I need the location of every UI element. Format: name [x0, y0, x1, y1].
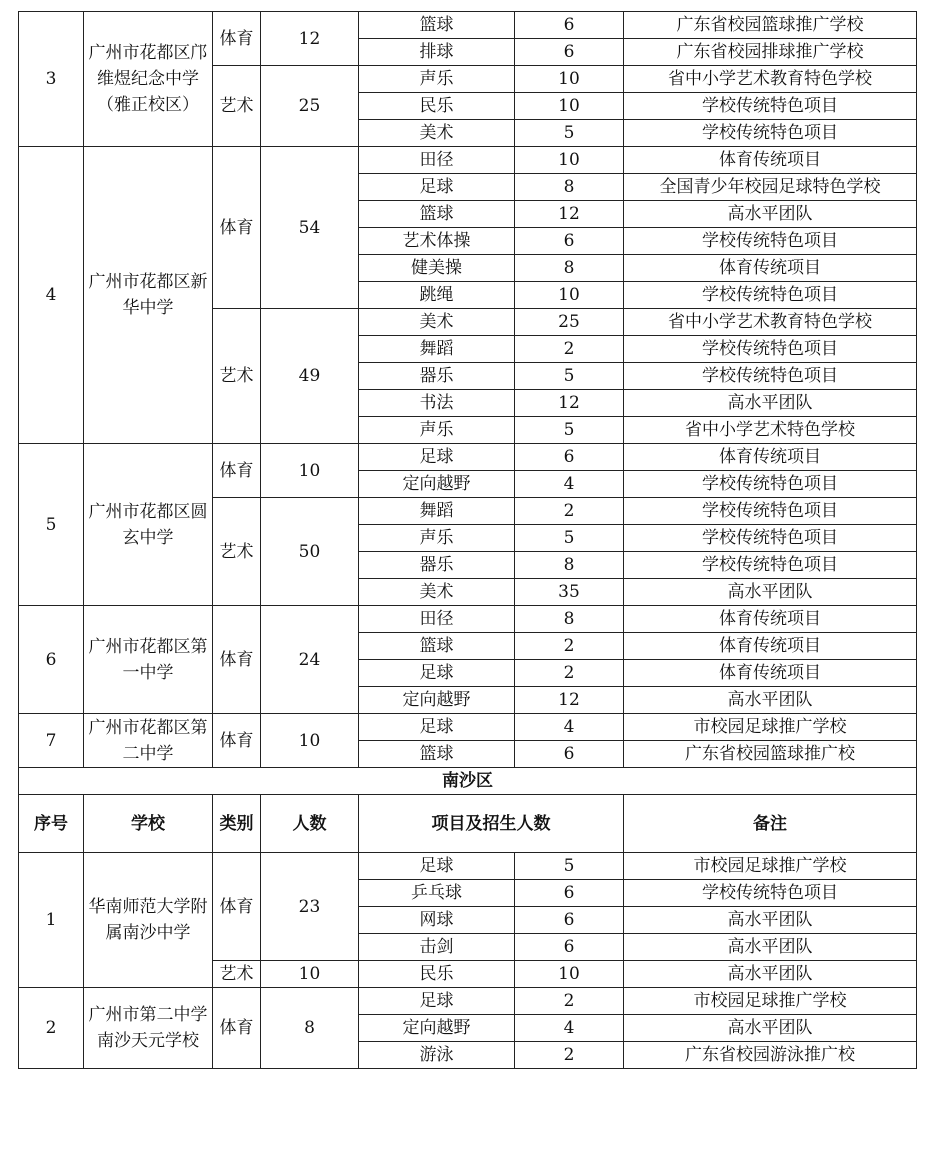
item-name: 足球: [359, 714, 515, 741]
school-seq: 2: [19, 988, 84, 1069]
category-total: 54: [261, 147, 359, 309]
school-name: 广州市花都区圆玄中学: [84, 444, 213, 606]
item-note: 市校园足球推广学校: [624, 714, 917, 741]
item-count: 10: [515, 147, 624, 174]
item-count: 25: [515, 309, 624, 336]
item-count: 10: [515, 66, 624, 93]
item-name: 网球: [359, 907, 515, 934]
item-name: 足球: [359, 853, 515, 880]
item-name: 篮球: [359, 201, 515, 228]
table-row: [19, 12, 917, 39]
district-row: [19, 768, 917, 795]
item-count: 8: [515, 255, 624, 282]
huadu-section: [19, 12, 917, 768]
item-count: 5: [515, 120, 624, 147]
item-count: 10: [515, 961, 624, 988]
header-seq: 序号: [19, 795, 84, 853]
item-count: 10: [515, 93, 624, 120]
item-name: 健美操: [359, 255, 515, 282]
item-count: 2: [515, 660, 624, 687]
item-note: 学校传统特色项目: [624, 471, 917, 498]
school-name: 广州市花都区第二中学: [84, 714, 213, 768]
item-note: 高水平团队: [624, 961, 917, 988]
item-count: 2: [515, 336, 624, 363]
item-name: 篮球: [359, 12, 515, 39]
item-count: 8: [515, 606, 624, 633]
item-note: 学校传统特色项目: [624, 525, 917, 552]
item-note: 学校传统特色项目: [624, 363, 917, 390]
item-note: 体育传统项目: [624, 255, 917, 282]
item-count: 2: [515, 633, 624, 660]
item-name: 民乐: [359, 93, 515, 120]
item-note: 省中小学艺术教育特色学校: [624, 66, 917, 93]
category: 体育: [213, 988, 261, 1069]
item-name: 乒乓球: [359, 880, 515, 907]
item-name: 声乐: [359, 66, 515, 93]
school-seq: 5: [19, 444, 84, 606]
item-note: 学校传统特色项目: [624, 880, 917, 907]
item-note: 学校传统特色项目: [624, 228, 917, 255]
header-notes: 备注: [624, 795, 917, 853]
item-count: 10: [515, 282, 624, 309]
item-note: 体育传统项目: [624, 444, 917, 471]
category-total: 10: [261, 714, 359, 768]
category: 体育: [213, 444, 261, 498]
item-name: 足球: [359, 174, 515, 201]
item-count: 2: [515, 498, 624, 525]
table-row: [19, 147, 917, 174]
category: 体育: [213, 12, 261, 66]
item-count: 2: [515, 1042, 624, 1069]
category-total: 50: [261, 498, 359, 606]
item-count: 6: [515, 228, 624, 255]
school-name: 广州市花都区新华中学: [84, 147, 213, 444]
item-note: 学校传统特色项目: [624, 93, 917, 120]
category: 艺术: [213, 498, 261, 606]
table-row: [19, 853, 917, 880]
item-name: 排球: [359, 39, 515, 66]
school-seq: 4: [19, 147, 84, 444]
item-name: 定向越野: [359, 1015, 515, 1042]
category-total: 10: [261, 961, 359, 988]
item-count: 4: [515, 714, 624, 741]
enrollment-table-container: [18, 11, 917, 1069]
item-note: 广东省校园游泳推广校: [624, 1042, 917, 1069]
category-total: 8: [261, 988, 359, 1069]
category-total: 10: [261, 444, 359, 498]
item-name: 篮球: [359, 633, 515, 660]
item-note: 高水平团队: [624, 390, 917, 417]
item-name: 篮球: [359, 741, 515, 768]
school-name: 广州市第二中学南沙天元学校: [84, 988, 213, 1069]
item-count: 6: [515, 880, 624, 907]
item-name: 美术: [359, 120, 515, 147]
item-note: 广东省校园篮球推广学校: [624, 12, 917, 39]
category-total: 24: [261, 606, 359, 714]
item-count: 12: [515, 201, 624, 228]
item-note: 学校传统特色项目: [624, 282, 917, 309]
item-note: 广东省校园排球推广学校: [624, 39, 917, 66]
item-count: 5: [515, 417, 624, 444]
item-note: 高水平团队: [624, 687, 917, 714]
item-count: 5: [515, 525, 624, 552]
item-count: 5: [515, 853, 624, 880]
item-count: 6: [515, 907, 624, 934]
item-count: 6: [515, 444, 624, 471]
item-note: 广东省校园篮球推广校: [624, 741, 917, 768]
header-items: 项目及招生人数: [359, 795, 624, 853]
header-category: 类别: [213, 795, 261, 853]
item-note: 市校园足球推广学校: [624, 853, 917, 880]
item-name: 足球: [359, 444, 515, 471]
school-name: 华南师范大学附属南沙中学: [84, 853, 213, 988]
table-row: [19, 988, 917, 1015]
table-row: [19, 714, 917, 741]
item-note: 体育传统项目: [624, 606, 917, 633]
item-note: 高水平团队: [624, 934, 917, 961]
item-note: 省中小学艺术教育特色学校: [624, 309, 917, 336]
item-name: 跳绳: [359, 282, 515, 309]
item-count: 6: [515, 39, 624, 66]
category: 体育: [213, 853, 261, 961]
school-seq: 7: [19, 714, 84, 768]
item-count: 6: [515, 934, 624, 961]
school-name: 广州市花都区邝维煜纪念中学（雅正校区）: [84, 12, 213, 147]
item-name: 舞蹈: [359, 498, 515, 525]
category-total: 49: [261, 309, 359, 444]
item-count: 5: [515, 363, 624, 390]
item-note: 高水平团队: [624, 579, 917, 606]
item-name: 足球: [359, 660, 515, 687]
category: 体育: [213, 714, 261, 768]
item-name: 声乐: [359, 417, 515, 444]
item-name: 美术: [359, 579, 515, 606]
item-name: 田径: [359, 606, 515, 633]
item-name: 定向越野: [359, 687, 515, 714]
enrollment-table: [18, 11, 917, 1069]
nansha-heading-section: [19, 768, 917, 853]
item-note: 学校传统特色项目: [624, 336, 917, 363]
nansha-section: [19, 853, 917, 1069]
item-name: 舞蹈: [359, 336, 515, 363]
school-seq: 1: [19, 853, 84, 988]
item-name: 击剑: [359, 934, 515, 961]
item-name: 艺术体操: [359, 228, 515, 255]
school-name: 广州市花都区第一中学: [84, 606, 213, 714]
category: 艺术: [213, 66, 261, 147]
item-name: 民乐: [359, 961, 515, 988]
item-count: 12: [515, 390, 624, 417]
item-note: 学校传统特色项目: [624, 552, 917, 579]
item-name: 美术: [359, 309, 515, 336]
item-note: 学校传统特色项目: [624, 498, 917, 525]
header-count: 人数: [261, 795, 359, 853]
item-note: 高水平团队: [624, 201, 917, 228]
item-name: 器乐: [359, 363, 515, 390]
item-note: 高水平团队: [624, 1015, 917, 1042]
category: 艺术: [213, 961, 261, 988]
table-row: [19, 444, 917, 471]
header-row: [19, 795, 917, 853]
category: 体育: [213, 147, 261, 309]
item-name: 足球: [359, 988, 515, 1015]
item-note: 体育传统项目: [624, 660, 917, 687]
category-total: 23: [261, 853, 359, 961]
item-name: 器乐: [359, 552, 515, 579]
item-note: 体育传统项目: [624, 147, 917, 174]
item-note: 学校传统特色项目: [624, 120, 917, 147]
table-row: [19, 606, 917, 633]
item-note: 全国青少年校园足球特色学校: [624, 174, 917, 201]
school-seq: 3: [19, 12, 84, 147]
category-total: 25: [261, 66, 359, 147]
item-count: 6: [515, 12, 624, 39]
item-count: 6: [515, 741, 624, 768]
category: 体育: [213, 606, 261, 714]
item-note: 体育传统项目: [624, 633, 917, 660]
item-name: 定向越野: [359, 471, 515, 498]
item-count: 8: [515, 174, 624, 201]
item-name: 游泳: [359, 1042, 515, 1069]
item-name: 声乐: [359, 525, 515, 552]
item-note: 市校园足球推广学校: [624, 988, 917, 1015]
item-count: 2: [515, 988, 624, 1015]
item-name: 书法: [359, 390, 515, 417]
item-count: 12: [515, 687, 624, 714]
item-count: 8: [515, 552, 624, 579]
item-count: 4: [515, 471, 624, 498]
item-count: 4: [515, 1015, 624, 1042]
item-name: 田径: [359, 147, 515, 174]
category: 艺术: [213, 309, 261, 444]
item-note: 高水平团队: [624, 907, 917, 934]
school-seq: 6: [19, 606, 84, 714]
district-title: 南沙区: [19, 768, 917, 795]
item-count: 35: [515, 579, 624, 606]
item-note: 省中小学艺术特色学校: [624, 417, 917, 444]
header-school: 学校: [84, 795, 213, 853]
category-total: 12: [261, 12, 359, 66]
